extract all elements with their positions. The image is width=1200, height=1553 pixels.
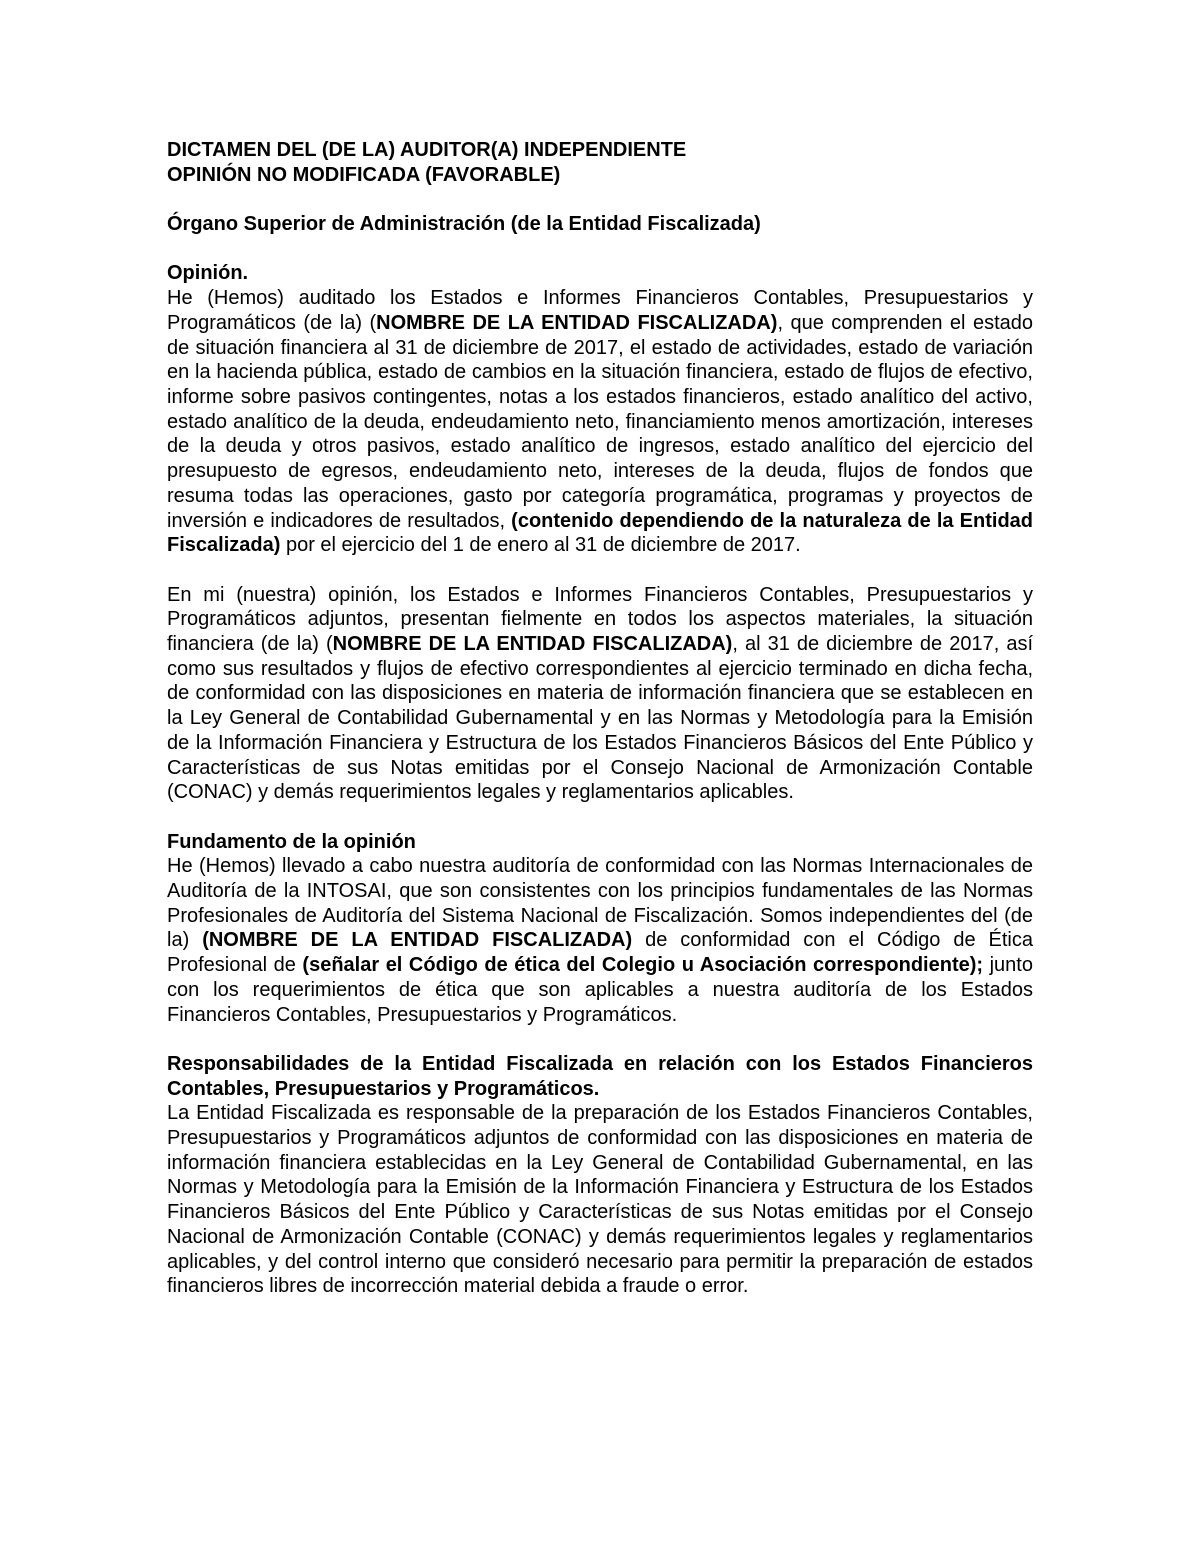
basis-paragraph	[167, 854, 1033, 1027]
addressee-heading: Órgano Superior de Administración (de la Entidad Fiscalizada)	[167, 213, 761, 236]
opinion-paragraph-1	[167, 286, 1033, 558]
text-run: He (Hemos) llevado a cabo nuestra auditoría de conformidad con las Normas Internacionales de Auditoría de la INTOSAI, que son consistentes con los principios fundamentales de las Normas Profesionales de Auditoría del Sistema Nacional de Fiscalización. Somos independientes del (de la)	[167, 855, 1033, 952]
responsibilities-heading: Responsabilidades de la Entidad Fiscalizada en relación con los Estados Financieros Contables, Presupuestarios y Programáticos.	[167, 1052, 1033, 1100]
entity-name-placeholder: (NOMBRE DE LA ENTIDAD FISCALIZADA)	[202, 929, 633, 952]
spacer	[167, 558, 1033, 583]
opinion-heading: Opinión.	[167, 262, 249, 285]
text-run: por el ejercicio del 1 de enero al 31 de diciembre de 2017.	[280, 534, 801, 557]
spacer	[167, 1027, 1033, 1052]
spacer	[167, 237, 1033, 262]
text-run: , que comprenden el estado de situación financiera al 31 de diciembre de 2017, el estado de actividades, estado de variación en la hacienda pública, estado de cambios en la situación financiera, estado de flujos de efectivo, informe sobre pasivos contingentes, notas a los estados financieros, estado analítico del activo, estado analítico de la deuda, endeudamiento neto, financiamiento menos amortización, intereses de la deuda y otros pasivos, estado analítico de ingresos, estado analítico del ejercicio del presupuesto de egresos, endeudamiento neto, intereses de la deuda, flujos de fondos que resuma todas las operaciones, gasto por categoría programática, programas y proyectos de inversión e indicadores de resultados,	[167, 311, 1034, 532]
ethics-code-placeholder: (señalar el Código de ética del Colegio u Asociación correspondiente);	[302, 954, 984, 977]
document-title-line-1: DICTAMEN DEL (DE LA) AUDITOR(A) INDEPENDIENTE	[167, 139, 687, 161]
text-run: de conformidad con el Código de Ética Profesional de	[167, 929, 1033, 977]
document-title-line-2: OPINIÓN NO MODIFICADA (FAVORABLE)	[167, 163, 561, 186]
text-run: He (Hemos) auditado los Estados e Informes Financieros Contables, Presupuestarios y Programáticos (de la) (	[167, 287, 1033, 334]
spacer	[167, 805, 1033, 830]
entity-name-placeholder: NOMBRE DE LA ENTIDAD FISCALIZADA)	[376, 311, 778, 334]
text-run: junto con los requerimientos de ética que son aplicables a nuestra auditoría de los Estados Financieros Contables, Presupuestarios y Programáticos.	[167, 954, 1033, 1026]
spacer	[167, 187, 1033, 212]
document-page	[167, 138, 1033, 1299]
text-run: En mi (nuestra) opinión, los Estados e Informes Financieros Contables, Presupuestarios y Programáticos adjuntos, presentan fielmente en todos los aspectos materiales, la situación financiera (de la) (	[167, 583, 1033, 656]
opinion-paragraph-2	[167, 583, 1033, 805]
responsibilities-paragraph: La Entidad Fiscalizada es responsable de la preparación de los Estados Financieros Contables, Presupuestarios y Programáticos adjuntos de conformidad con las disposiciones en materia de información financiera establecidas en la Ley General de Contabilidad Gubernamental, en las Normas y Metodología para la Emisión de la Información Financiera y Estructura de los Estados Financieros Básicos del Ente Público y Características de sus Notas emitidas por el Consejo Nacional de Armonización Contable (CONAC) y demás requerimientos legales y reglamentarios aplicables, y del control interno que consideró necesario para permitir la preparación de estados financieros libres de incorrección material debida a fraude o error.	[167, 1102, 1033, 1298]
content-note-placeholder: (contenido dependiendo de la naturaleza de la Entidad Fiscalizada)	[167, 509, 1034, 557]
basis-heading: Fundamento de la opinión	[167, 830, 416, 853]
entity-name-placeholder: NOMBRE DE LA ENTIDAD FISCALIZADA)	[332, 633, 733, 656]
text-run: , al 31 de diciembre de 2017, así como sus resultados y flujos de efectivo correspondientes al ejercicio terminado en dicha fecha, de conformidad con las disposiciones en materia de información financiera que se establecen en la Ley General de Contabilidad Gubernamental y en las Normas y Metodología para la Emisión de la Información Financiera y Estructura de los Estados Financieros Básicos del Ente Público y Características de sus Notas emitidas por el Consejo Nacional de Armonización Contable (CONAC) y demás requerimientos legales y reglamentarios aplicables.	[167, 633, 1033, 804]
